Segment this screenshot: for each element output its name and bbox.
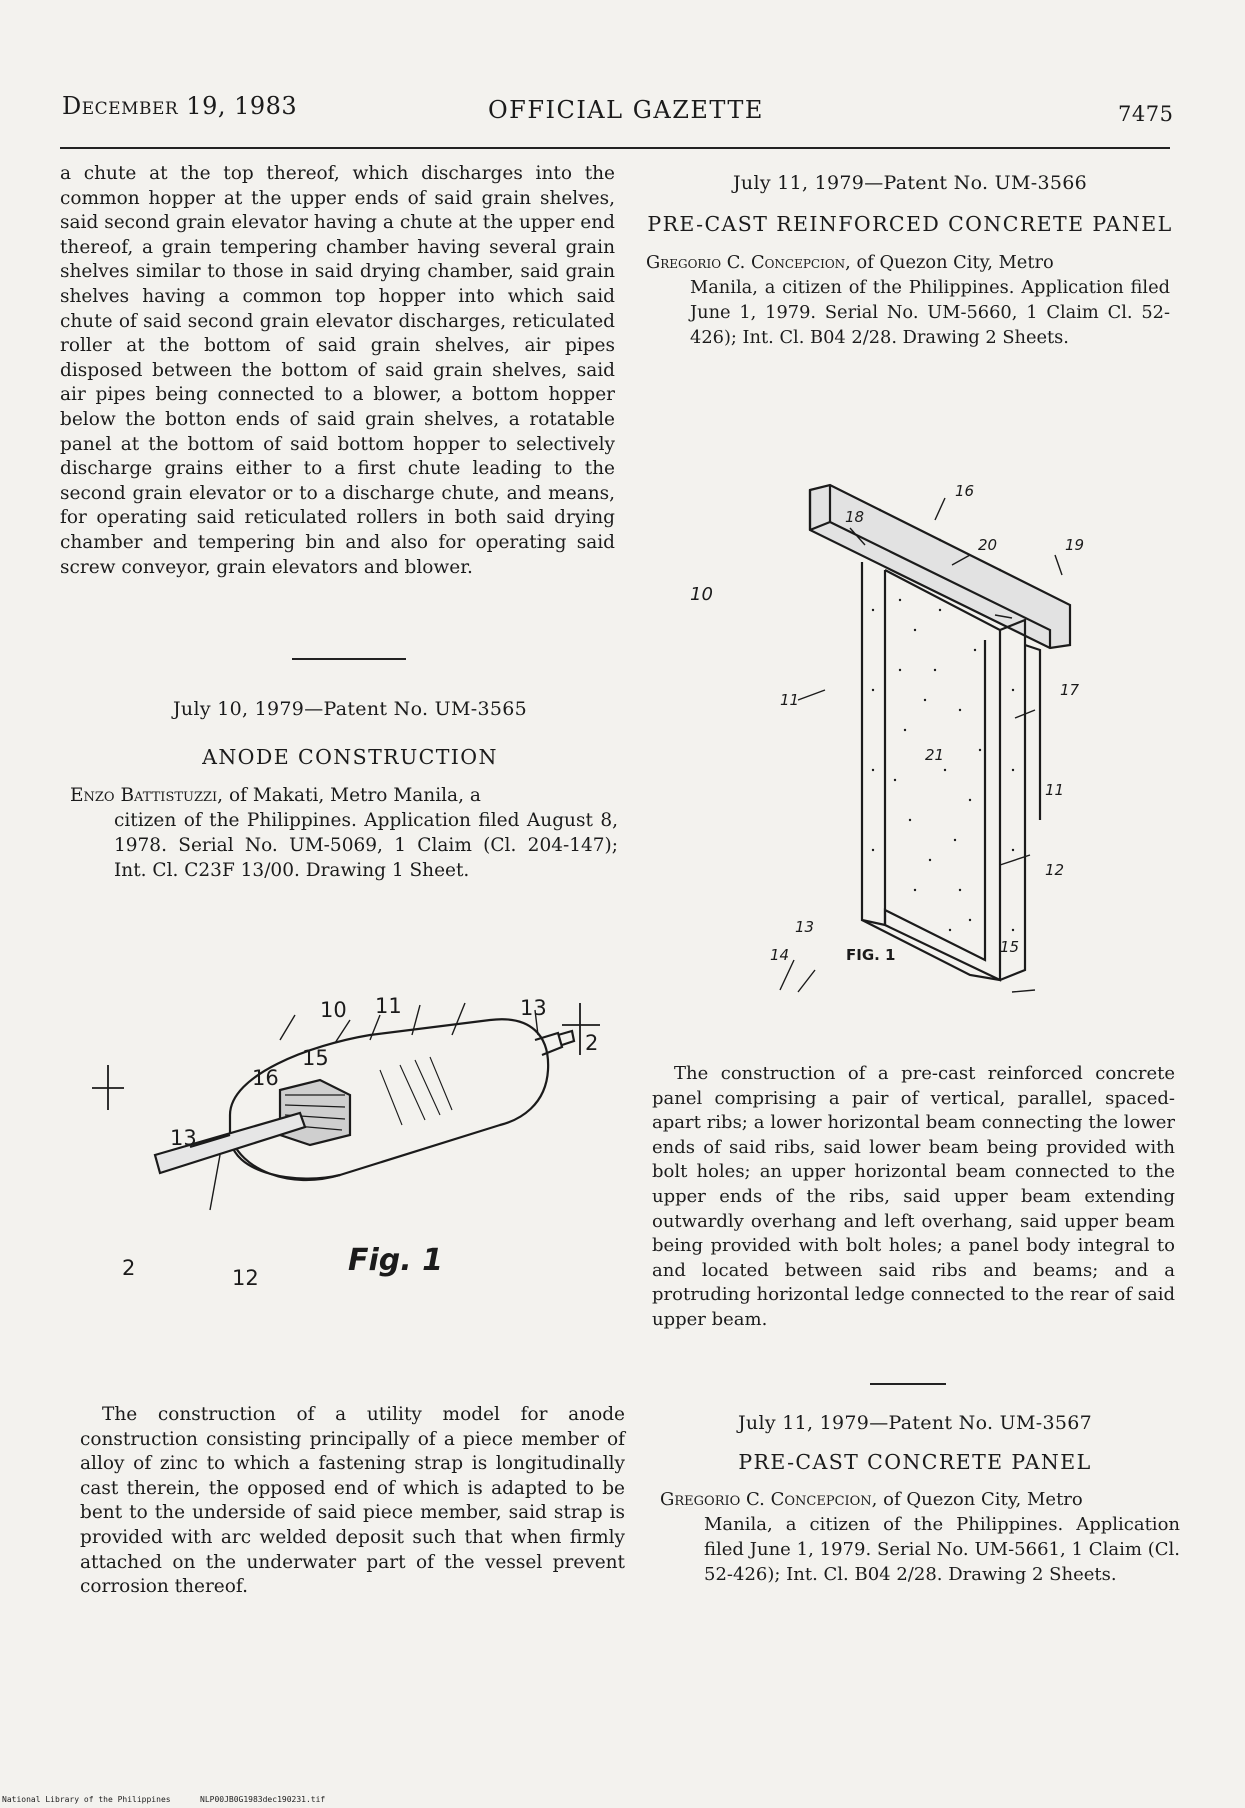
inventor-block-um3566: Gregorio C. Concepcion, of Quezon City, Metro Manila, a citizen of the Philippines. Application filed June 1, 1979. Serial No. UM-5660, 1 Claim Cl. 52-426); Int. Cl. B04 2/28. Drawing 2 Sheets.	[646, 252, 1170, 348]
fig-label: 16	[252, 1066, 279, 1090]
publication-title: OFFICIAL GAZETTE	[488, 96, 764, 124]
fig-label: 12	[1045, 861, 1065, 879]
footer-file: NLP00JB0G1983dec190231.tif	[200, 1795, 326, 1804]
fig-label: 2	[122, 1256, 136, 1280]
fig-label: 15	[1000, 938, 1020, 956]
fig-label: 2	[585, 1031, 599, 1055]
fig-label: 13	[520, 996, 547, 1020]
fig-label: 21	[925, 746, 945, 764]
fig-label: 17	[1060, 681, 1080, 699]
section-divider	[870, 1383, 946, 1385]
figure-caption: Fig. 1	[348, 1243, 443, 1278]
fig-label: 13	[170, 1126, 197, 1150]
fig-label: 11	[780, 691, 800, 709]
patent-date-um3567: July 11, 1979—Patent No. UM-3567	[737, 1412, 1092, 1434]
figure-caption: FIG. 1	[846, 946, 896, 964]
inventor-block-um3565: Enzo Battistuzzi, of Makati, Metro Manila, a citizen of the Philippines. Application filed August 8, 1978. Serial No. UM-5069, 1 Claim (Cl. 204-147); Int. Cl. C23F 13/00. Drawing 1 Sheet.	[70, 785, 618, 881]
issue-date: December 19, 1983	[62, 92, 298, 120]
fig-label: 14	[770, 946, 790, 964]
fig-label: 15	[302, 1046, 329, 1070]
patent-title-um3567: PRE-CAST CONCRETE PANEL	[738, 1450, 1092, 1474]
footer-library: National Library of the Philippines	[2, 1795, 171, 1804]
patent-title-um3565: ANODE CONSTRUCTION	[202, 745, 498, 769]
anode-figure	[80, 995, 640, 1295]
fig-label: 18	[845, 508, 865, 526]
fig-label: 16	[955, 482, 975, 500]
fig-label: 10	[690, 584, 713, 605]
patent-date-um3566: July 11, 1979—Patent No. UM-3566	[732, 172, 1087, 194]
patent-title-um3566: PRE-CAST REINFORCED CONCRETE PANEL	[647, 212, 1173, 236]
concrete-panel-figure	[690, 470, 1120, 980]
claim-um3566: The construction of a pre-cast reinforced concrete panel comprising a pair of vertical, parallel, spaced-apart ribs; a lower horizontal beam connecting the lower ends of said ribs, said lower beam being provided with bolt holes; an upper horizontal beam connected to the upper ends of the ribs, said upper beam extending outwardly overhang and left overhang, said upper beam being provided with bolt holes; a panel body integral to and located between said ribs and beams; and a protruding horizontal ledge connected to the rear of said upper beam.	[652, 1063, 1175, 1330]
page-number: 7475	[1118, 102, 1174, 126]
inventor-block-um3567: Gregorio C. Concepcion, of Quezon City, Metro Manila, a citizen of the Philippines. Application filed June 1, 1979. Serial No. UM-5661, 1 Claim (Cl. 52-426); Int. Cl. B04 2/28. Drawing 2 Sheets.	[660, 1489, 1180, 1585]
inventor-name: Gregorio C. Concepcion,	[646, 252, 851, 273]
fig-label: 12	[232, 1266, 259, 1290]
patent-date-um3565: July 10, 1979—Patent No. UM-3565	[172, 698, 527, 720]
section-divider	[292, 658, 406, 660]
fig-label: 10	[320, 998, 347, 1022]
fig-label: 13	[795, 918, 815, 936]
header-rule	[60, 147, 1170, 149]
inventor-name: Gregorio C. Concepcion,	[660, 1489, 878, 1510]
fig-label: 19	[1065, 536, 1085, 554]
fig-label: 11	[375, 994, 402, 1018]
claim-um3565: The construction of a utility model for anode construction consisting principally of a piece member of alloy of zinc to which a fastening strap is longitudinally cast therein, the opposed end of which is adapted to be bent to the underside of said piece member, said strap is provided with arc welded deposit such that when firmly attached on the underwater part of the vessel prevent corrosion thereof.	[80, 1404, 625, 1598]
continued-claim-text: a chute at the top thereof, which discharges into the common hopper at the upper ends of said grain shelves, said second grain elevator having a chute at the upper end thereof, a grain tempering chamber having several grain shelves similar to those in said drying chamber, said grain shelves having a common top hopper into which said chute of said second grain elevator discharges, reticulated roller at the bottom of said grain shelves, air pipes disposed between the bottom of said grain shelves, said air pipes being connected to a blower, a bottom hopper below the botton ends of said grain shelves, a rotatable panel at the bottom of said bottom hopper to selectively discharge grains either to a first chute leading to the second grain elevator or to a discharge chute, and means, for operating said reticulated rollers in both said drying chamber and tempering bin and also for operating said screw conveyor, grain elevators and blower.	[60, 163, 615, 578]
fig-label: 20	[978, 536, 998, 554]
inventor-name: Enzo Battistuzzi,	[70, 785, 224, 806]
fig-label: 11	[1045, 781, 1065, 799]
